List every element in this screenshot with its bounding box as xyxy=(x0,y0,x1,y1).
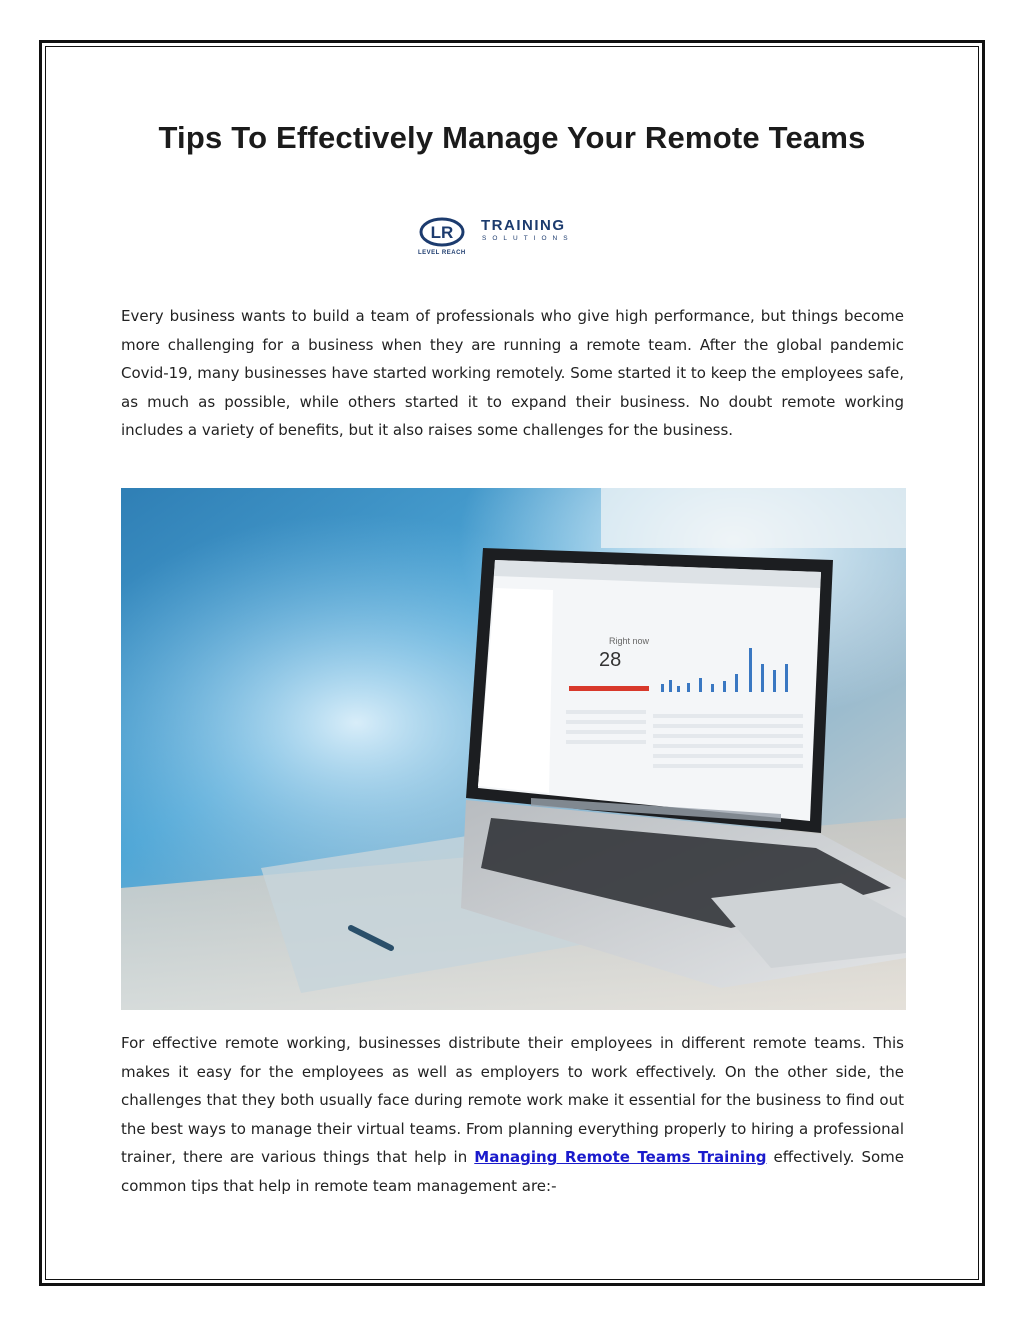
company-logo xyxy=(418,216,608,256)
logo-monogram: LR xyxy=(430,223,454,242)
managing-remote-teams-training-link[interactable]: Managing Remote Teams Training xyxy=(474,1148,767,1167)
logo-brand: TRAINING xyxy=(481,217,566,234)
lr-monogram-icon xyxy=(418,216,478,250)
laptop-photo xyxy=(121,488,906,1010)
screen-heading: Right now xyxy=(609,636,650,646)
laptop-analytics-image xyxy=(121,488,906,1010)
logo-subbrand: SOLUTIONS xyxy=(482,235,574,242)
body-paragraph xyxy=(121,1029,904,1201)
screen-number: 28 xyxy=(599,649,622,671)
body-text-after-link: effectively. Some common tips that help in remote team management are:- xyxy=(121,1148,904,1195)
logo-tagline: LEVEL REACH xyxy=(418,250,466,256)
body-text-before-link: For effective remote working, businesses distribute their employees in different remote teams. This makes it easy for the employees as well as employers to work effectively. On the other side, the challenges that they both usually face during remote work make it essential for the business to find out the best ways to manage their virtual teams. From planning everything properly to hiring a professional trainer, there are various things that help in xyxy=(121,1034,904,1167)
intro-paragraph: Every business wants to build a team of professionals who give high performance, but things become more challenging for a business when they are running a remote team. After the global pandemic Covid-19, many businesses have started working remotely. Some started it to keep the employees safe, as much as possible, while others started it to expand their business. No doubt remote working includes a variety of benefits, but it also raises some challenges for the business. xyxy=(121,307,904,440)
page-title: Tips To Effectively Manage Your Remote Teams xyxy=(158,120,866,155)
